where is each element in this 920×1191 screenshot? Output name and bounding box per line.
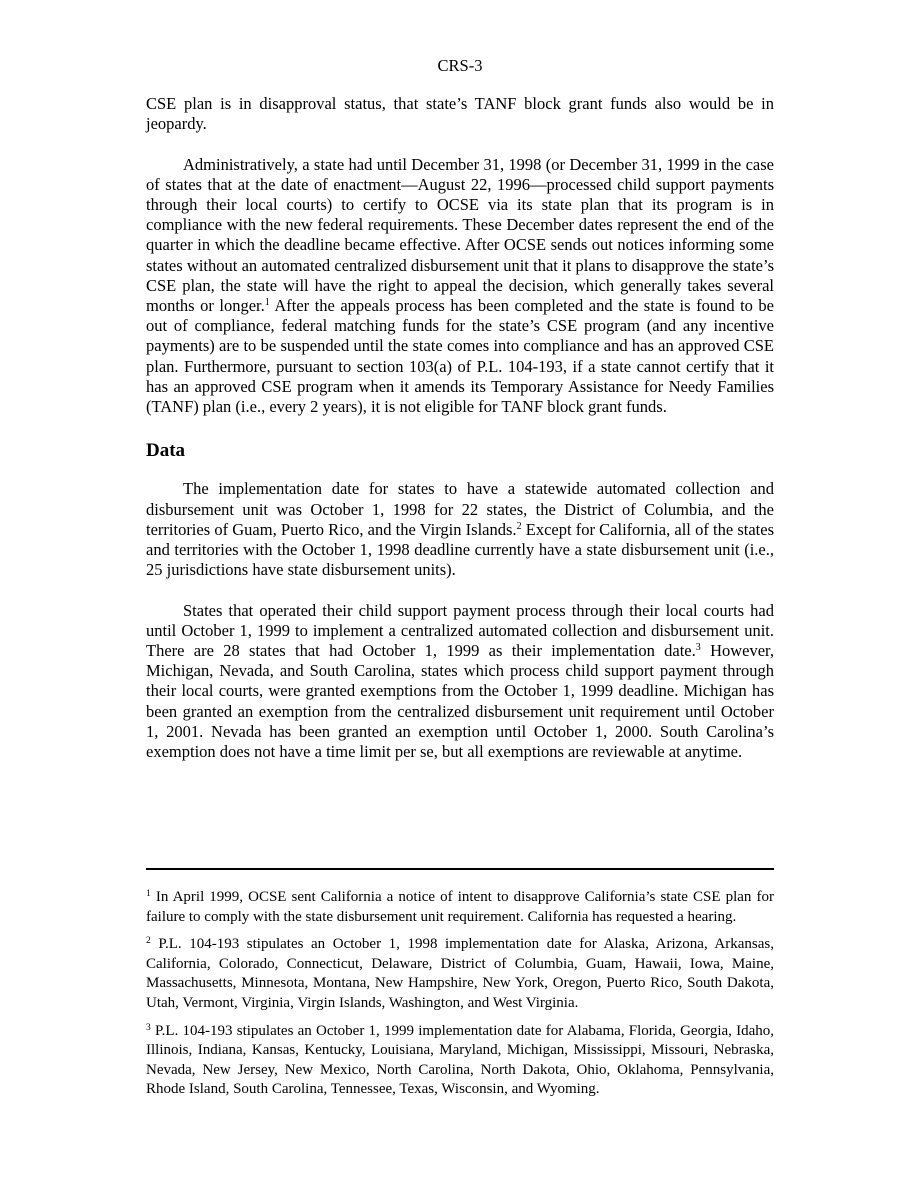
paragraph-local-courts <box>146 601 774 763</box>
paragraph-text: Except for California, all of the states and territories with the October 1, 1998 deadline currently have a state disbursement unit (i.e., 25 jurisdictions have state disbursement units). <box>146 519 775 580</box>
footnote-3 <box>146 1022 774 1100</box>
section-heading-data: Data <box>146 440 186 462</box>
body-text <box>146 94 774 762</box>
footnote-ref-1[interactable]: 1 <box>264 297 270 309</box>
footnote-ref-2[interactable]: 2 <box>516 520 522 532</box>
paragraph-implementation <box>146 479 774 580</box>
footnote-number: 1 <box>146 889 151 899</box>
footnote-text: P.L. 104-193 stipulates an October 1, 1998 implementation date for Alaska, Arizona, Arkansas, California, Colorado, Connecticut, Delaware, District of Columbia, Guam, Hawaii, Iowa, Maine, Massachusetts, Minnesota, Montana, New Hampshire, New York, Oregon, Puerto Rico, South Dakota, Utah, Vermont, Virginia, Virgin Islands, Washington, and West Virginia. <box>146 936 775 1011</box>
footnote-divider <box>146 868 774 870</box>
paragraph-text: States that operated their child support payment process through their local courts had until October 1, 1999 to implement a centralized automated collection and disbursement unit. There are 28 states that had October 1, 1999 as their implementation date. <box>146 600 774 661</box>
footnote-number: 2 <box>146 936 151 947</box>
footnote-1 <box>146 888 774 927</box>
footnotes <box>146 888 774 1108</box>
footnote-2 <box>146 935 774 1013</box>
paragraph-administration <box>146 155 774 418</box>
footnote-text: In April 1999, OCSE sent California a notice of intent to disapprove California’s state CSE plan for failure to comply with the state disbursement unit requirement. California has requested a hearing. <box>146 889 774 925</box>
paragraph-text: The implementation date for states to have a statewide automated collection and disbursement unit was October 1, 1998 for 22 states, the District of Columbia, and the territories of Guam, Puerto Rico, and the Virgin Islands. <box>146 479 774 539</box>
paragraph-text: However, Michigan, Nevada, and South Carolina, states which process child support payment through their local courts, were granted exemptions from the October 1, 1999 deadline. Michigan has been granted an exemption from the centralized disbursement unit requirement until October 1, 2001. Nevada has been granted an exemption until October 1, 2000. South Carolina’s exemption does not have a time limit per se, but all exemptions are reviewable at anytime. <box>146 641 774 762</box>
paragraph-text: Administratively, a state had until December 31, 1998 (or December 31, 1999 in the case of states that at the date of enactment—August 22, 1996—processed child support payments through their local courts) to certify to OCSE via its state plan that its program is in compliance with the new federal requirements. These December dates represent the end of the quarter in which the deadline became effective. After OCSE sends out notices informing some states without an automated centralized disbursement unit that it plans to disapprove the state’s CSE plan, the state will have the right to appeal the decision, which generally takes several months or longer. <box>146 154 774 316</box>
footnote-ref-3[interactable]: 3 <box>695 642 701 654</box>
footnote-text: P.L. 104-193 stipulates an October 1, 1999 implementation date for Alabama, Florida, Georgia, Idaho, Illinois, Indiana, Kansas, Kentucky, Louisiana, Maryland, Michigan, Mississippi, Missouri, Nebraska, Nevada, New Jersey, New Mexico, North Carolina, North Dakota, Ohio, Oklahoma, Pennsylvania, Rhode Island, South Carolina, Tennessee, Texas, Wisconsin, and Wyoming. <box>146 1022 775 1098</box>
paragraph-continuation: CSE plan is in disapproval status, that state’s TANF block grant funds also would be in jeopardy. <box>146 94 774 134</box>
page-header <box>0 56 920 76</box>
footnote-number: 3 <box>146 1022 151 1033</box>
page-label: CRS-3 <box>437 56 483 75</box>
paragraph-text: After the appeals process has been completed and the state is found to be out of compliance, federal matching funds for the state’s CSE program (and any incentive payments) are to be suspended until the state comes into compliance and has an approved CSE plan. Furthermore, pursuant to section 103(a) of P.L. 104-193, if a state cannot certify that it has an approved CSE program when it amends its Temporary Assistance for Needy Families (TANF) plan (i.e., every 2 years), it is not eligible for TANF block grant funds. <box>146 296 775 417</box>
